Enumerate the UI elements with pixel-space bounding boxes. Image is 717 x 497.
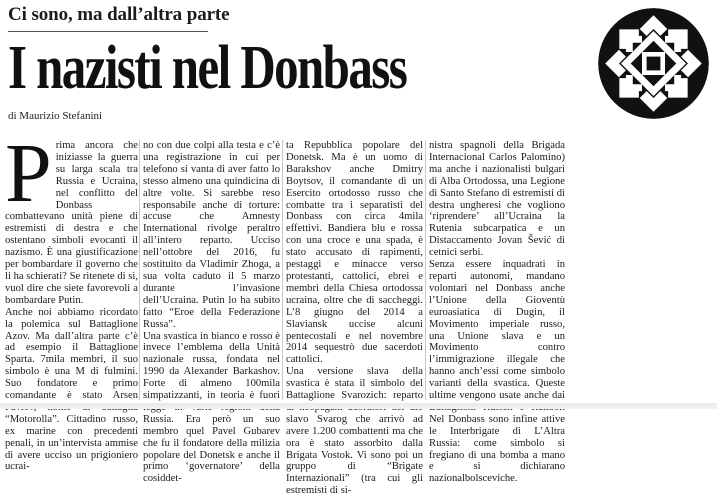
article-kicker: Ci sono, ma dall’altra parte: [8, 4, 230, 25]
column-text: nistra spagnoli della Brigada Internacional Carlos Palomino) ma anche i nazionalisti bulgari di Alba Ortodossa, una Legione di Santo Stefano di estremisti di destra ungheresi che vogliono ‘riprendere’ all’Ucraina la Rutenia subcarpatica e un Distaccamento Jovan Šević di cetnici serbi. Senza essere inquadrati in reparti autonomi, mandano volontari nel Donbass anche l’Unione della Gioventù euroasiatica di Dugin, il Movimento imperiale russo, una Unione slava e un Movimento contro l’immigrazione illegale che hanno anch’essi come simbolo varianti della svastica. Queste ultime vengono usate anche dai Nel Donbass sono infine attive le Interbrigate di L’Altra Russia: come simbolo si fregiano di una bomba a mano e si dichiarano nazionalbolsceviche.: [429, 140, 565, 485]
article-dropcap: P: [5, 127, 52, 220]
article-column-2: [143, 140, 280, 485]
kicker-rule: [8, 31, 208, 32]
article-column-3: [286, 140, 423, 497]
article-column-1: [5, 127, 138, 473]
column-text: ta Repubblica popolare del Donetsk. Ma è un uomo di Barakshov anche Dmitry Boytsov, il comandante di un Esercito ortodosso russo che combatte tra i separatisti del Donbass con circa 4mila effettivi. Bandiera blu e rossa con una croce e una spada, è stato accusato di rapimenti, pestaggi e minacce verso protestanti, cattolici, ebrei e membri della Chiesa ortodossa ucraina, oltre che di saccheggi. L’8 giugno del 2014 a Slaviansk uccise alcuni pentecostali e nel novembre 2014 sequestrò due sacerdoti cattolici. Una versione slava della svastica è stata il simbolo del Battaglione Svarozich: reparto slavo Svarog che arrivò ad avere 1.200 combattenti ma che ora è stato assorbito dalla Brigata Vostok. Vi sono poi un gruppo di “Brigate Internazionali” (tra cui gli estremisti di si-: [286, 140, 423, 497]
column-divider: [425, 140, 426, 400]
page-bottom-edge: [0, 403, 717, 409]
article-byline: di Maurizio Stefanini: [8, 110, 103, 122]
column-text: no con due colpi alla testa e c’è una registrazione in cui per telefono si vanta di aver fatto lo stesso almeno una quindicina di altre volte. Si sarebbe reso responsabile anche di torture: accuse che Amnesty International rivolge peraltro all’intero reparto. Ucciso nell’ottobre del 2016, fu sostituito da Vladimir Zhoga, a sua volta caduto il 5 marzo durante l’invasione dell’Ucraina. Putin lo ha subito fatto “Eroe della Federazione Russa”. Una svastica in bianco e rosso è invece l’emblema della Unità nazionale russa, fondata nel 1990 da Alexander Barkashov. Forte di almeno 100mila simpatizzanti, in teoria è fuori Russia. Era però un suo membro quel Pavel Gubarev che fu il fondatore della milizia popolare del Donetsk e anche il primo ‘governatore’ della cosiddet-: [143, 140, 280, 485]
column-divider: [282, 140, 283, 400]
article-headline: I nazisti nel Donbass: [8, 34, 407, 102]
column-text: rima ancora che iniziasse la guerra su larga scala tra Russia e Ucraina, nel conflitto del Donbass combattevano unità piene di estremisti di destra e che ostentano simboli evocanti il nazismo. È una giustificazione per bombardare il governo che li ha schierati? Se ritenete di sì, vuol dire che siete favorevoli a bombardare Putin. Anche noi abbiamo ricordato la polemica sul Battaglione Azov. Ma dall’altra parte c’è ad esempio il Battaglione Sparta. 7mila membri, il suo simbolo è una M di fulmini. Suo fondatore e primo comandante è stato Arsen “Motorolla”. Cittadino russo, ex marine con precedenti penali, in un’intervista ammise di avere ucciso un prigioniero ucrai-: [5, 140, 138, 473]
column-divider: [139, 140, 140, 400]
slavic-swastika-emblem-icon: [596, 6, 711, 121]
article-column-4: [429, 140, 565, 485]
